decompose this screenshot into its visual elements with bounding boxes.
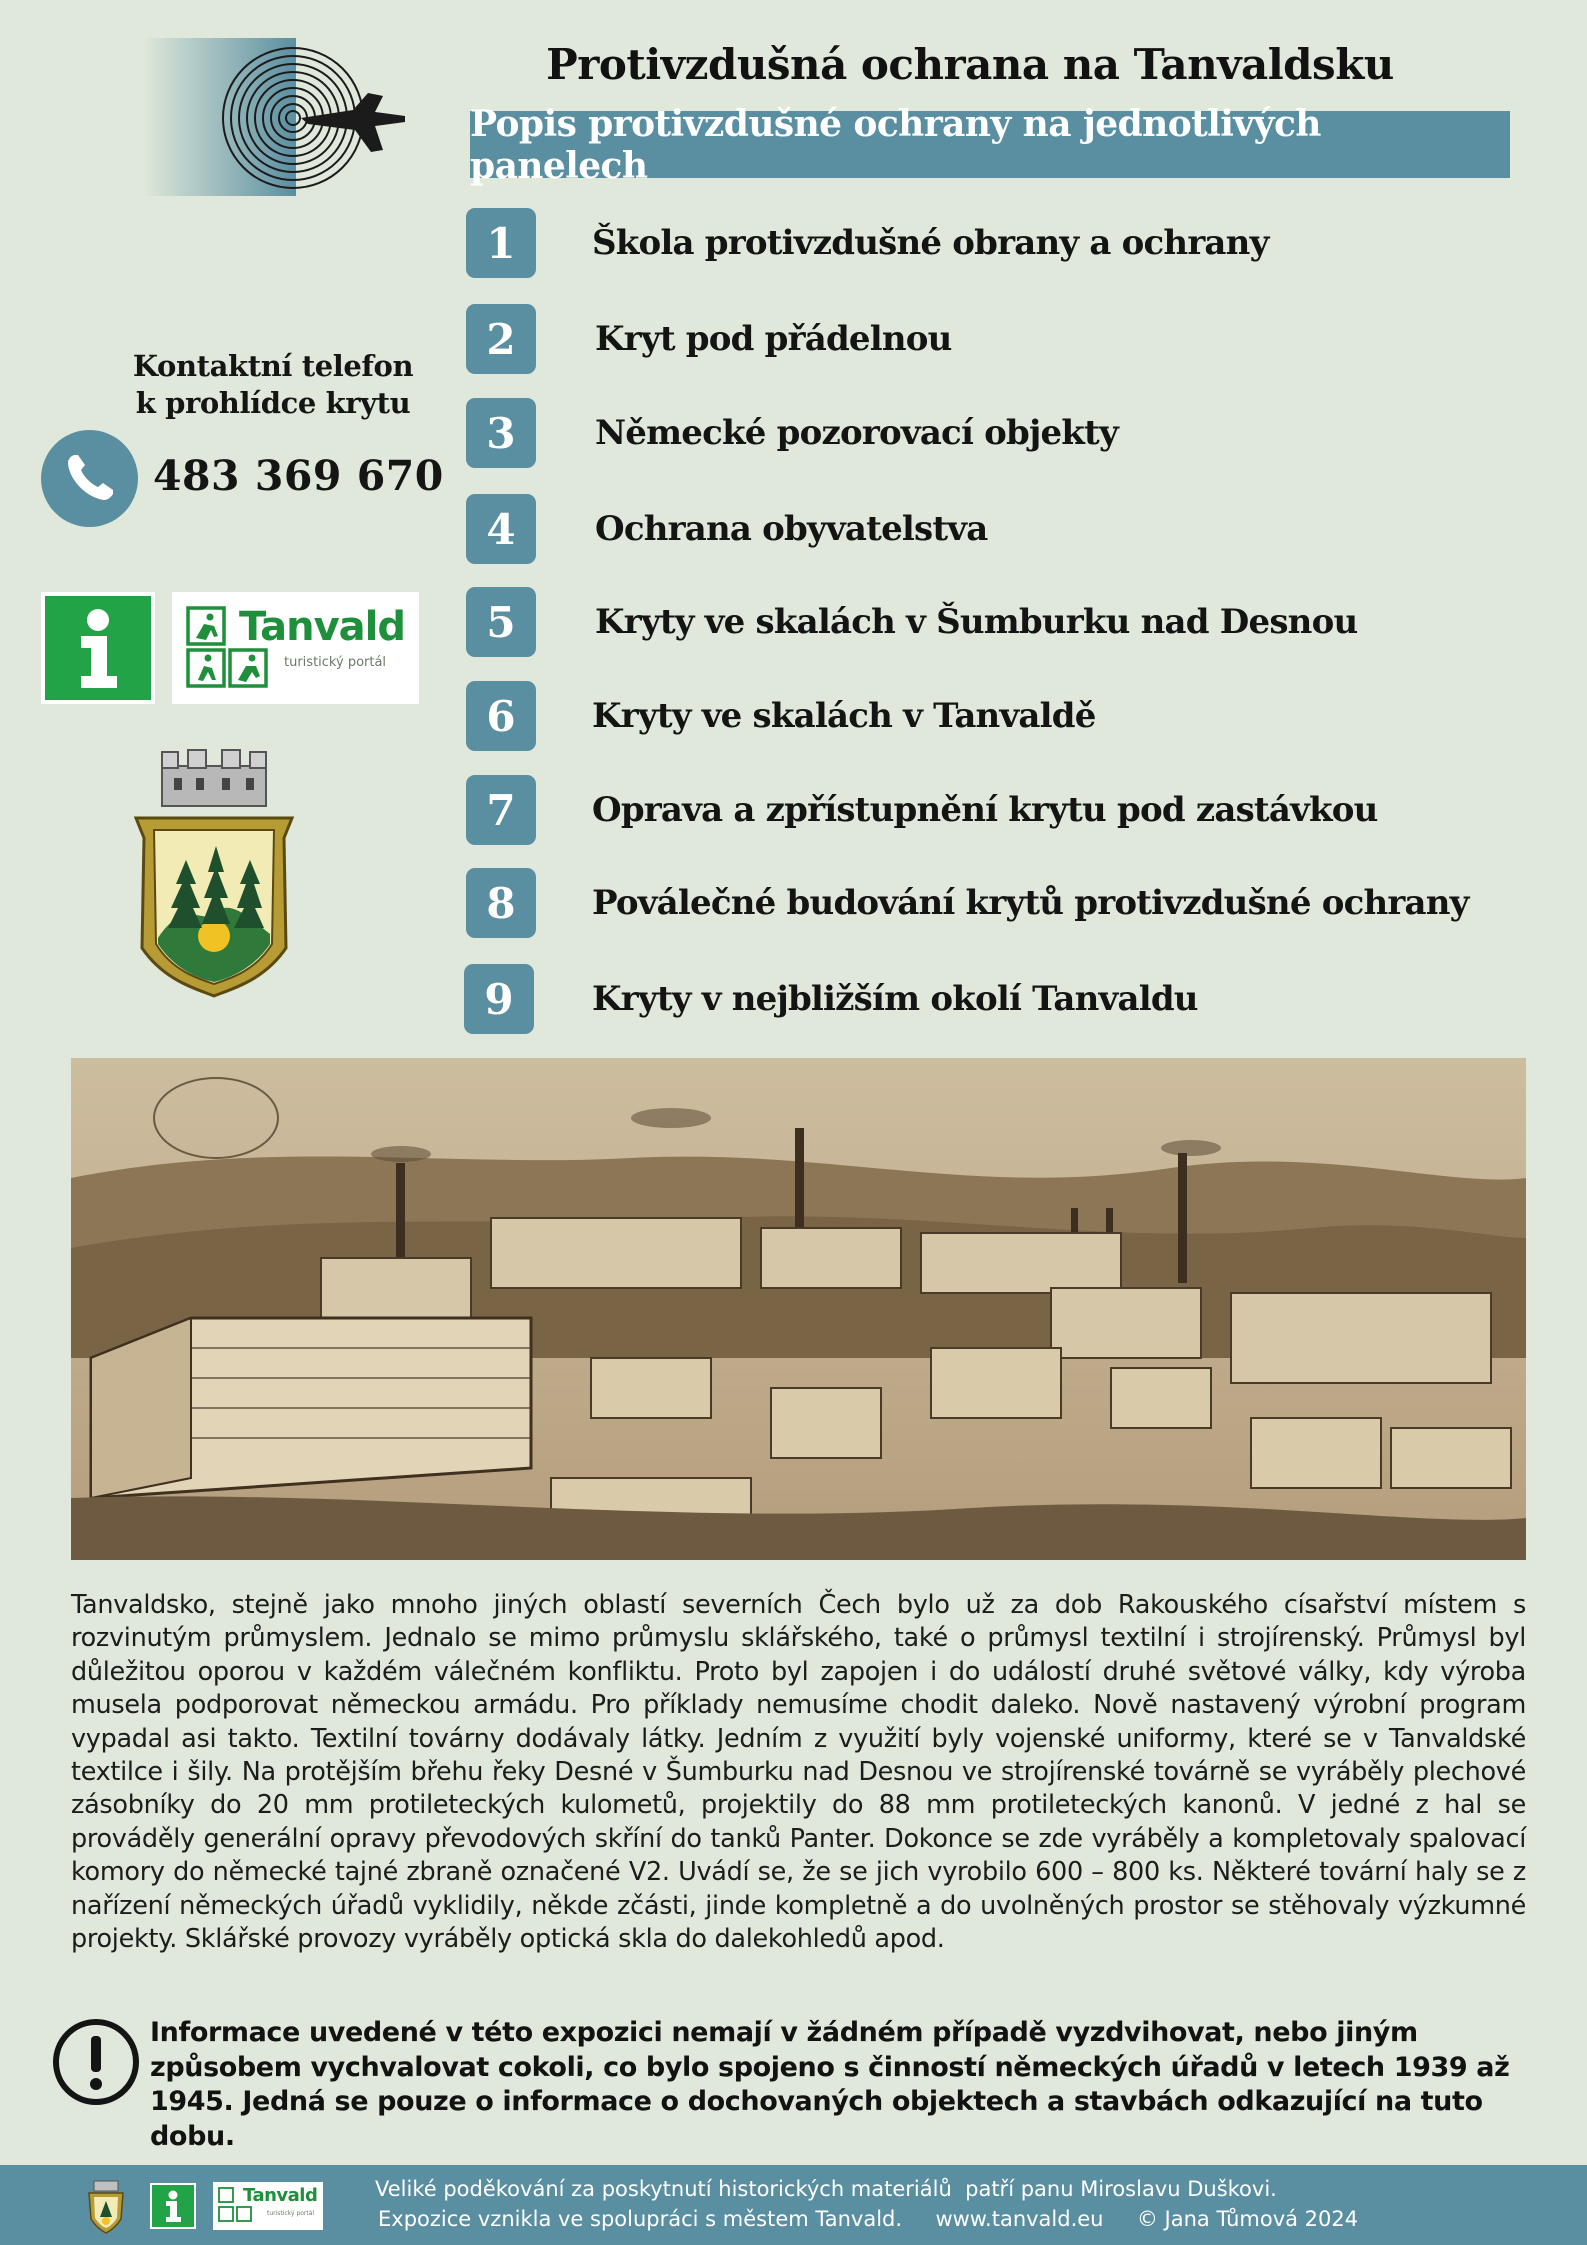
tanvald-logo[interactable] xyxy=(172,592,419,704)
tanvald-logo-name: Tanvald xyxy=(239,604,406,650)
footer-acknowledgement: Veliké poděkování za poskytnutí historických materiálů patří panu Miroslavu Duškovi. xyxy=(375,2177,1277,2201)
tanvald-logo-tagline: turistický portál xyxy=(267,2210,315,2217)
panel-label: Poválečné budování krytů protivzdušné ochrany xyxy=(592,883,1469,923)
contact-label-line1: Kontaktní telefon xyxy=(132,349,414,383)
panel-item-6[interactable] xyxy=(466,681,1526,751)
panel-label: Oprava a zpřístupnění krytu pod zastávkou xyxy=(592,790,1378,830)
panel-number-badge: 4 xyxy=(466,494,536,564)
panel-label: Kryt pod přádelnou xyxy=(595,319,952,359)
panel-item-3[interactable] xyxy=(466,398,1526,468)
page-title: Protivzdušná ochrana na Tanvaldsku xyxy=(546,40,1394,89)
panel-label: Škola protivzdušné obrany a ochrany xyxy=(592,223,1269,263)
panel-number-badge: 6 xyxy=(466,681,536,751)
coat-of-arms-icon xyxy=(86,2179,126,2235)
footer xyxy=(0,2165,1587,2245)
panel-item-5[interactable] xyxy=(466,587,1526,657)
panel-item-4[interactable] xyxy=(466,494,1526,564)
tanvald-logo-name: Tanvald xyxy=(243,2185,318,2206)
panel-label: Německé pozorovací objekty xyxy=(595,413,1118,453)
contact-label-line2: k prohlídce krytu xyxy=(135,386,411,420)
phone-number[interactable]: 483 369 670 xyxy=(153,452,444,500)
contact-label xyxy=(118,348,428,422)
panel-item-9[interactable] xyxy=(464,964,1524,1034)
warning-text: Informace uvedené v této expozici nemají v žádném případě vyzdvihovat, nebo jiným způsobem vychvalovat cokoli, co bylo spojeno s činností německých úřadů v letech 1939 až 1945. Jedná se pouze o informace o dochovaných objektech a stavbách odkazující na tuto dobu. xyxy=(150,2017,1510,2152)
panel-label: Kryty ve skalách v Šumburku nad Desnou xyxy=(595,602,1358,642)
panel-label: Ochrana obyvatelstva xyxy=(595,509,988,549)
panel-number-badge: 9 xyxy=(464,964,534,1034)
coat-of-arms-icon xyxy=(124,748,304,998)
panel-number-badge: 5 xyxy=(466,587,536,657)
panel-number-badge: 8 xyxy=(466,868,536,938)
radar-jet-icon xyxy=(143,38,413,196)
info-icon xyxy=(41,592,155,704)
panel-label: Kryty v nejbližším okolí Tanvaldu xyxy=(592,979,1198,1019)
panel-item-7[interactable] xyxy=(466,775,1526,845)
panel-item-8[interactable] xyxy=(466,868,1526,938)
panel-label: Kryty ve skalách v Tanvaldě xyxy=(592,696,1096,736)
tanvald-logo-tagline: turistický portál xyxy=(284,655,387,670)
panel-number-badge: 7 xyxy=(466,775,536,845)
info-icon xyxy=(150,2183,196,2229)
panel-number-badge: 3 xyxy=(466,398,536,468)
phone-icon xyxy=(41,430,138,527)
subtitle-bar: Popis protivzdušné ochrany na jednotlivých panelech xyxy=(470,111,1510,178)
warning-icon xyxy=(52,2018,140,2106)
historic-factory-image xyxy=(71,1058,1526,1560)
panel-number-badge: 2 xyxy=(466,304,536,374)
panel-number-badge: 1 xyxy=(466,208,536,278)
tanvald-logo[interactable] xyxy=(213,2182,323,2230)
body-paragraph: Tanvaldsko, stejně jako mnoho jiných oblastí severních Čech bylo už za dob Rakouského císařství místem s rozvinutým průmyslem. Jednalo se mimo průmyslu sklářského, také o průmysl textilní i strojírenský. Průmysl byl důležitou oporou v každém válečném konfliktu. Proto byl zapojen i do událostí druhé světové války, kdy výroba musela podporovat německou armádu. Pro příklady nemusíme chodit daleko. Nově nastavený výrobní program vypadal asi takto. Textilní továrny dodávaly látky. Jedním z využití byly vojenské uniformy, které se v Tanvaldské textilce i šily. Na protějším břehu řeky Desné v Šumburku nad Desnou ve strojírenské továrně se vyráběly plechové zásobníky do 20 mm protileteckých kulometů, projektily do 88 mm protileteckých kanonů. V jedné z hal se prováděly generální opravy převodových skříní do tanků Panter. Dokonce se zde vyráběly a kompletovaly spalovací komory do německé tajné zbraně označené V2. Uvádí se, že se jich vyrobilo 600 – 800 ks. Některé tovární haly se z nařízení německých úřadů vyklidily, někde zčásti, jinde kompletně a do uvolněných prostor se stěhovaly výzkumné projekty. Sklářské provozy vyráběly optická skla do dalekohledů apod. xyxy=(71,1590,1526,1955)
panel-item-2[interactable] xyxy=(466,304,1526,374)
footer-credits: Expozice vznikla ve spolupráci s městem Tanvald. www.tanvald.eu © Jana Tůmová 2024 xyxy=(378,2207,1359,2231)
panel-item-1[interactable] xyxy=(466,208,1526,278)
